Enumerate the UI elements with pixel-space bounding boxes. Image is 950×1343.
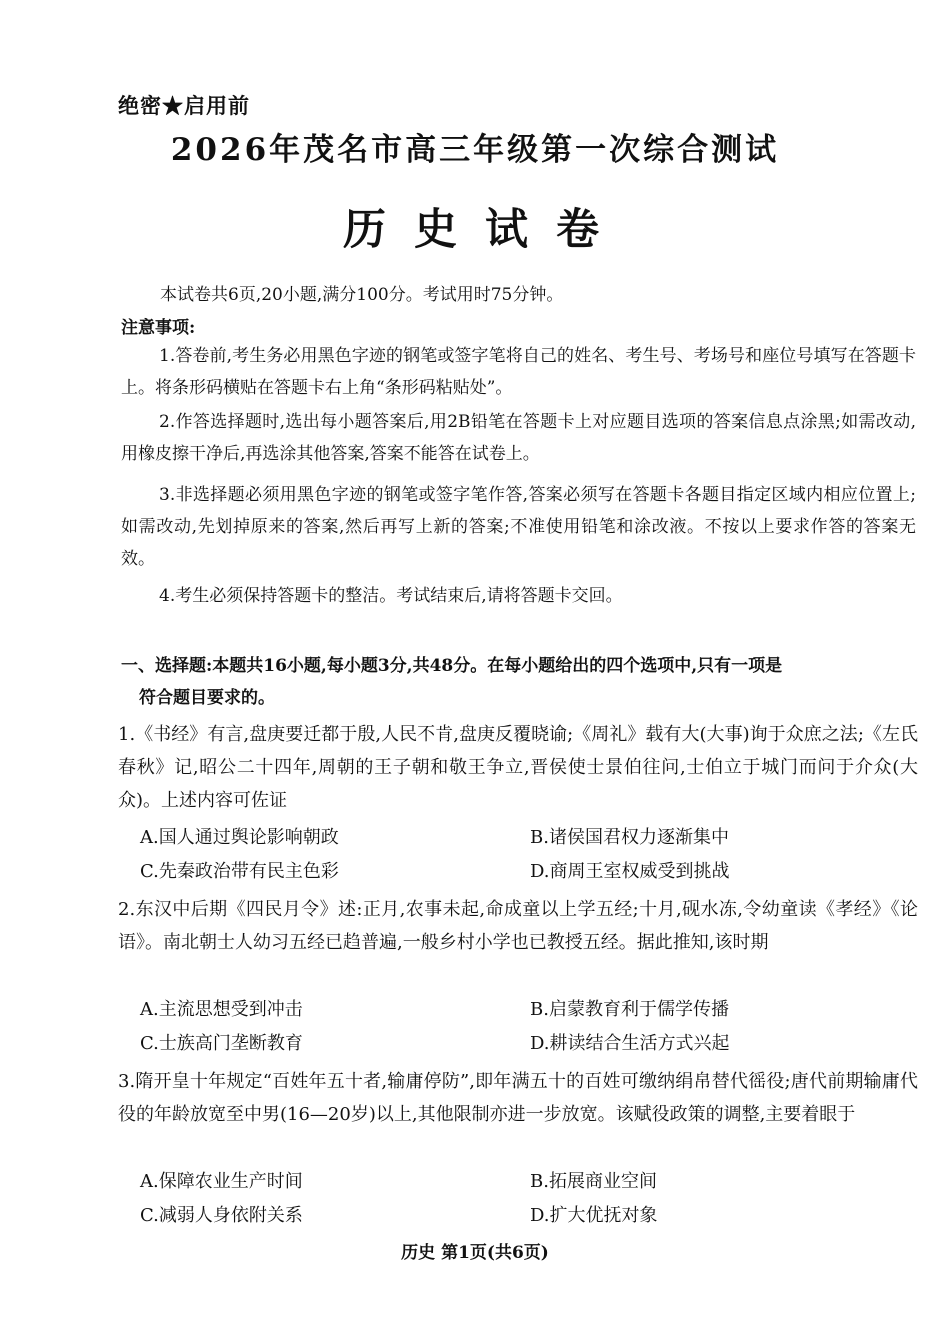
exam-intro: 本试卷共6页,20小题,满分100分。考试用时75分钟。 bbox=[160, 285, 564, 305]
note-text: 4.考生必须保持答题卡的整洁。考试结束后,请将答题卡交回。 bbox=[159, 586, 623, 606]
question-1-option-b: B.诸侯国君权力逐渐集中 bbox=[530, 827, 729, 848]
notes-heading: 注意事项: bbox=[121, 318, 196, 338]
question-1-option-d: D.商周王室权威受到挑战 bbox=[530, 861, 730, 882]
subject-title: 历史试卷 bbox=[343, 205, 627, 255]
question-3-option-a: A.保障农业生产时间 bbox=[140, 1171, 303, 1192]
note-item bbox=[121, 406, 916, 470]
question-3-stem: 3.隋开皇十年规定“百姓年五十者,输庸停防”,即年满五十的百姓可缴纳绢帛替代徭役;唐代前期输庸代役的年龄放宽至中男(16—20岁)以上,其他限制亦进一步放宽。该赋役政策的调整,主要着眼于 bbox=[118, 1071, 918, 1125]
question-2-option-b: B.启蒙教育利于儒学传播 bbox=[530, 999, 729, 1020]
question-2-stem: 2.东汉中后期《四民月令》述:正月,农事未起,命成童以上学五经;十月,砚水冻,令幼童读《孝经》《论语》。南北朝士人幼习五经已趋普遍,一般乡村小学也已教授五经。据此推知,该时期 bbox=[118, 899, 918, 953]
note-text: 2.作答选择题时,选出每小题答案后,用2B铅笔在答题卡上对应题目选项的答案信息点涂黑;如需改动,用橡皮擦干净后,再选涂其他答案,答案不能答在试卷上。 bbox=[121, 412, 916, 464]
note-item bbox=[121, 479, 916, 575]
question-3-option-c: C.减弱人身依附关系 bbox=[140, 1205, 303, 1226]
question-1-option-a: A.国人通过舆论影响朝政 bbox=[140, 827, 339, 848]
note-item bbox=[121, 580, 916, 612]
question-1-stem: 1.《书经》有言,盘庚要迁都于殷,人民不肯,盘庚反覆晓谕;《周礼》载有大(大事)询于众庶之法;《左氏春秋》记,昭公二十四年,周朝的王子朝和敬王争立,晋侯使士景伯往问,士伯立于城门而问于介众(大众)。上述内容可佐证 bbox=[118, 724, 918, 811]
section-heading-line1: 一、选择题:本题共16小题,每小题3分,共48分。在每小题给出的四个选项中,只有一项是 bbox=[121, 656, 783, 676]
question-1-option-c: C.先秦政治带有民主色彩 bbox=[140, 861, 339, 882]
page-footer: 历史 第1页(共6页) bbox=[401, 1243, 549, 1263]
note-text: 3.非选择题必须用黑色字迹的钢笔或签字笔作答,答案必须写在答题卡各题目指定区域内相应位置上;如需改动,先划掉原来的答案,然后再写上新的答案;不准使用铅笔和涂改液。不按以上要求作答的答案无效。 bbox=[121, 485, 916, 569]
section-heading-line2: 符合题目要求的。 bbox=[139, 688, 275, 708]
question-2-option-a: A.主流思想受到冲击 bbox=[140, 999, 303, 1020]
section-heading bbox=[121, 650, 921, 714]
question-2-option-c: C.士族高门垄断教育 bbox=[140, 1033, 303, 1054]
note-item bbox=[121, 340, 916, 404]
exam-title: 2026年茂名市高三年级第一次综合测试 bbox=[170, 132, 780, 168]
question-2-option-d: D.耕读结合生活方式兴起 bbox=[530, 1033, 730, 1054]
confidential-label: 绝密★启用前 bbox=[118, 93, 250, 118]
note-text: 1.答卷前,考生务必用黑色字迹的钢笔或签字笔将自己的姓名、考生号、考场号和座位号填写在答题卡上。将条形码横贴在答题卡右上角“条形码粘贴处”。 bbox=[121, 346, 916, 398]
question-3-option-b: B.拓展商业空间 bbox=[530, 1171, 657, 1192]
question-3-option-d: D.扩大优抚对象 bbox=[530, 1205, 658, 1226]
